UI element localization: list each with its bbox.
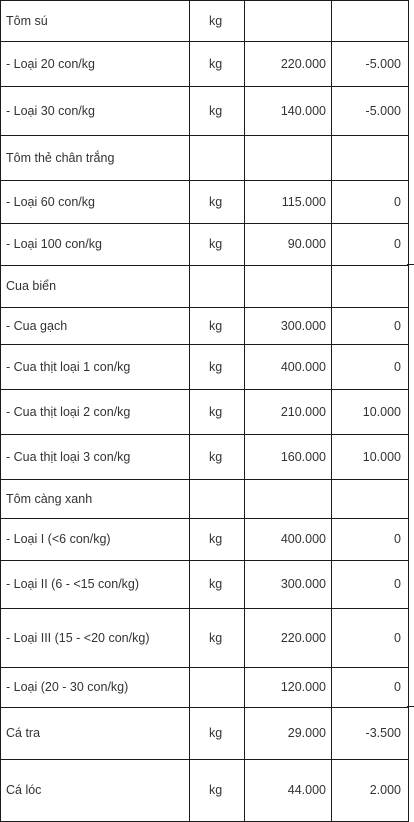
table-row [1,760,409,822]
unit-cell: kg [190,42,245,87]
table-row [1,480,409,519]
table-row [1,181,409,224]
price-change-cell [332,480,409,519]
table-row [1,87,409,136]
product-name-cell: - Loại 100 con/kg [1,224,190,266]
product-name-cell: - Cua thịt loại 3 con/kg [1,435,190,480]
price-cell: 90.000 [245,224,332,266]
product-name-cell: - Cua gạch [1,308,190,345]
product-name-cell: - Cua thịt loại 1 con/kg [1,345,190,390]
price-cell [245,1,332,42]
product-name-cell: - Loại 30 con/kg [1,87,190,136]
product-name-cell: - Loại 60 con/kg [1,181,190,224]
price-change-cell: 0 [332,561,409,609]
product-name-cell: Tôm càng xanh [1,480,190,519]
unit-cell: kg [190,181,245,224]
unit-cell: kg [190,760,245,822]
table-row [1,561,409,609]
price-change-cell: 0 [332,609,409,668]
unit-cell: kg [190,708,245,760]
product-name-cell: - Loại 20 con/kg [1,42,190,87]
price-change-cell: 0 [332,668,409,708]
table-row [1,435,409,480]
product-name-cell: - Loại I (<6 con/kg) [1,519,190,561]
table-row [1,345,409,390]
table-row [1,224,409,266]
price-cell [245,480,332,519]
product-name-cell: - Loại II (6 - <15 con/kg) [1,561,190,609]
unit-cell: kg [190,519,245,561]
product-name-cell: - Loại III (15 - <20 con/kg) [1,609,190,668]
price-change-cell: 0 [332,345,409,390]
price-change-cell [332,1,409,42]
unit-cell: kg [190,561,245,609]
table-row [1,390,409,435]
price-change-cell: 2.000 [332,760,409,822]
price-cell: 300.000 [245,308,332,345]
price-change-cell [332,266,409,308]
unit-cell: kg [190,224,245,266]
table-row [1,708,409,760]
product-name-cell: Cua biển [1,266,190,308]
unit-cell: kg [190,308,245,345]
price-cell: 120.000 [245,668,332,708]
table-edge-line [407,706,414,707]
unit-cell: kg [190,609,245,668]
price-change-cell: 0 [332,181,409,224]
unit-cell [190,136,245,181]
product-name-cell: Tôm thẻ chân trắng [1,136,190,181]
price-cell: 160.000 [245,435,332,480]
price-cell: 44.000 [245,760,332,822]
price-cell [245,266,332,308]
price-change-cell: -5.000 [332,42,409,87]
price-cell: 220.000 [245,609,332,668]
unit-cell [190,668,245,708]
table-row [1,609,409,668]
unit-cell: kg [190,87,245,136]
unit-cell: kg [190,435,245,480]
unit-cell [190,266,245,308]
table-row [1,519,409,561]
price-cell: 210.000 [245,390,332,435]
unit-cell: kg [190,345,245,390]
price-change-cell [332,136,409,181]
price-cell: 300.000 [245,561,332,609]
price-cell: 400.000 [245,345,332,390]
table-row [1,266,409,308]
product-name-cell: - Cua thịt loại 2 con/kg [1,390,190,435]
table-row [1,308,409,345]
price-cell [245,136,332,181]
table-row [1,1,409,42]
product-name-cell: Cá lóc [1,760,190,822]
table-row [1,668,409,708]
product-name-cell: - Loại (20 - 30 con/kg) [1,668,190,708]
price-change-cell: -5.000 [332,87,409,136]
table-edge-line [407,264,414,265]
price-change-cell: 0 [332,308,409,345]
unit-cell: kg [190,1,245,42]
price-change-cell: 10.000 [332,390,409,435]
price-change-cell: 0 [332,519,409,561]
price-change-cell: 0 [332,224,409,266]
table-row [1,136,409,181]
price-cell: 29.000 [245,708,332,760]
unit-cell: kg [190,390,245,435]
price-change-cell: -3.500 [332,708,409,760]
unit-cell [190,480,245,519]
price-cell: 400.000 [245,519,332,561]
price-cell: 115.000 [245,181,332,224]
table-row [1,42,409,87]
price-cell: 140.000 [245,87,332,136]
price-cell: 220.000 [245,42,332,87]
product-name-cell: Tôm sú [1,1,190,42]
price-change-cell: 10.000 [332,435,409,480]
product-name-cell: Cá tra [1,708,190,760]
